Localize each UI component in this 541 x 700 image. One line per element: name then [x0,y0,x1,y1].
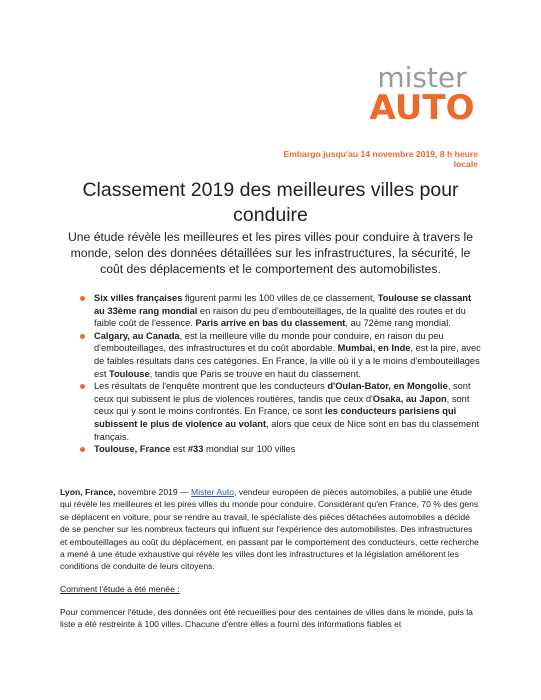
bullet-text: , sont ceux qui y sont le moins confrontés. En France, ce sont [94,393,470,417]
method-heading: Comment l'étude a été menée : [60,584,180,594]
bullet-bold-text: Paris arrive en bas du classement [195,318,346,329]
logo-line-mister: mister [377,61,467,94]
bullet-dot-icon [80,334,85,339]
bullet-text: , tandis que Paris se trouve en haut du classement. [149,368,362,379]
bullet-bold-text: Calgary, au Canada [94,330,180,341]
paragraph-text: novembre 2019 — [115,487,192,497]
intro-paragraph [60,486,481,573]
mister-auto-link[interactable]: Mister Auto [191,487,235,497]
bullet-bold-text: les conducteurs parisiens qui subissent le plus de violence au volant [94,406,457,429]
bullet-dot-icon [80,384,85,389]
bullet-text: Les résultats de l'enquête montrent que les conducteurs [94,381,328,392]
document-title: Classement 2019 des meilleures villes pour conduire [82,179,459,226]
dateline: Lyon, France, [60,487,116,497]
bullet-text: en raison du peu d'embouteillages, de la qualité des routes et du faible coût de l'essence. [94,305,466,329]
bullet-text: , au 72ème rang mondial. [345,318,451,329]
bullet-item [78,292,483,330]
method-paragraph: Pour commencer l'étude, des données ont été recueillies pour des centaines de villes dans le monde, puis la liste a été restreinte à 100 villes. Chacune d'entre elles a fourni des informations fiables et [60,607,473,630]
bullet-item [78,380,483,443]
bullet-text: figurent parmi les 100 villes de ce classement, [182,293,378,303]
logo-line-auto: AUTO [369,88,475,128]
bullet-text: , est la pire, avec de faibles résultats dans ces catégories. En France, la ville où il y a le moins d'embouteillages est [94,343,481,379]
bullet-item [78,443,483,456]
bullet-bold-text: Mumbai, en Inde [337,343,411,354]
bullet-bold-text: Six villes françaises [94,293,183,303]
bullet-bold-text: Toulouse [109,368,150,379]
bullet-text: est [170,444,188,455]
mister-auto-logo [366,61,478,128]
bullet-dot-icon [80,447,85,452]
key-findings-list [78,292,483,456]
bullet-text: , sont ceux qui subissent le plus de violences routières, tandis que ceux d' [94,381,471,404]
bullet-bold-text: Toulouse, France [94,444,171,455]
bullet-item [78,330,483,380]
bullet-text: mondial sur 100 villes [203,444,296,455]
embargo-notice: Embargo jusqu'au 14 novembre 2019, 8 h heure locale [283,149,478,169]
paragraph-text: , vendeur européen de pièces automobiles, a publié une étude qui révèle les meilleures et les pires villes du monde pour conduire. Considérant qu'en France, 70 % des gens se déplacent en voiture, pour se rendre au travail, le spécialiste des pièces détachées automobiles a décidé de se pencher sur les nombreux facteurs qui influent sur l'expérience des automobilistes. Des infrastructures et embouteillages au coût du déplacement, en passant par le comportement des conducteurs, cette recherche a mené à une étude exhaustive qui révèle les villes dont les infrastructures et la législation améliorent les conditions de conduite de leurs citoyens. [60,487,479,572]
bullet-bold-text: d'Oulan-Bator, en Mongolie [327,381,448,392]
bullet-bold-text: #33 [187,444,204,455]
bullet-text: , alors que ceux de Nice sont en bas du classement français. [94,418,479,442]
document-subtitle: Une étude révèle les meilleures et les pires villes pour conduire à travers le monde, selon des données détaillées sur les infrastructures, la sécurité, le coût des déplacements et le comportement des automobilistes. [67,230,474,276]
bullet-bold-text: Osaka, au Japon [372,393,447,404]
bullet-dot-icon [80,296,85,301]
bullet-text: , est la meilleure ville du monde pour conduire, en raison du peu d'embouteillages, des infrastructures et du coût abordable. [94,330,444,354]
bullet-bold-text: Toulouse se classant au 33ème rang mondial [94,293,472,316]
